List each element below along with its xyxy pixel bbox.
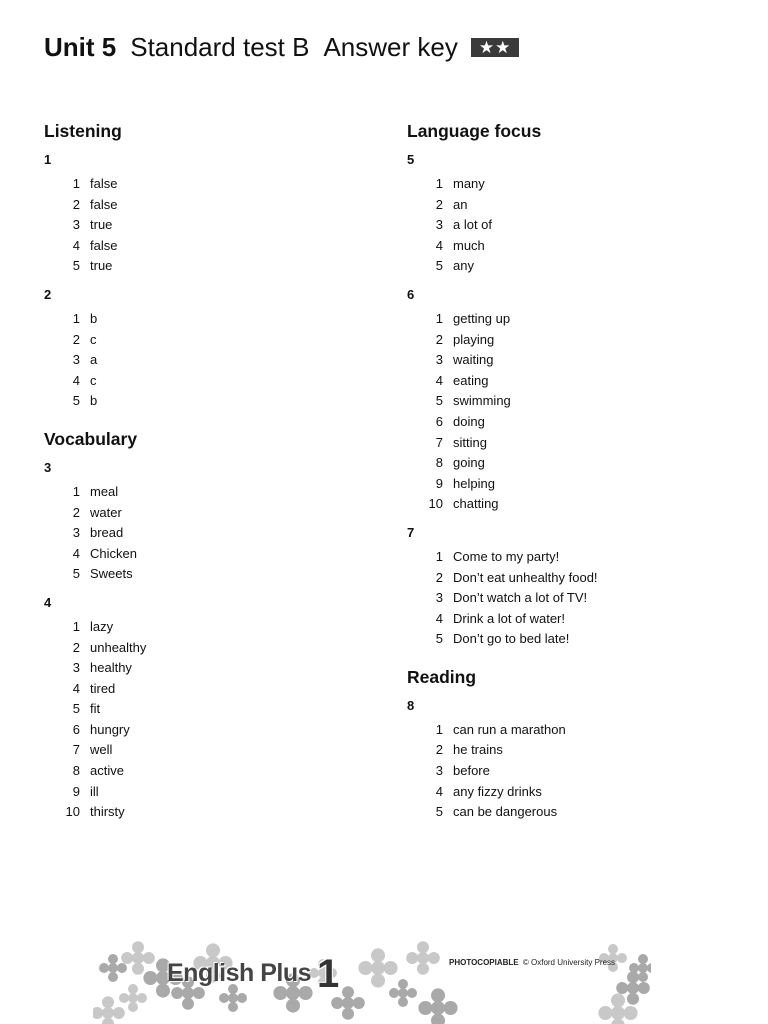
answer-item xyxy=(407,453,737,474)
answer-index: 5 xyxy=(72,258,80,274)
level-number: 1 xyxy=(317,952,339,996)
answer-text: sitting xyxy=(453,434,487,450)
answer-index: 7 xyxy=(72,742,80,758)
exercise-number: 1 xyxy=(44,152,52,167)
answer-index: 4 xyxy=(72,545,80,561)
answer-index: 3 xyxy=(72,352,80,368)
answer-index: 1 xyxy=(435,721,443,737)
answer-item xyxy=(44,564,374,585)
answer-text: waiting xyxy=(453,352,494,368)
section-heading: Listening xyxy=(44,121,122,141)
exercise-number: 6 xyxy=(407,286,415,302)
answer-text: false xyxy=(90,196,118,212)
answer-index: 5 xyxy=(435,393,443,409)
answer-item xyxy=(407,609,737,630)
answer-text: any fizzy drinks xyxy=(453,783,542,799)
answer-text: much xyxy=(453,237,485,253)
answer-index: 8 xyxy=(72,763,80,779)
answer-text: b xyxy=(90,393,98,409)
answer-text: true xyxy=(90,217,113,233)
answer-text: thirsty xyxy=(90,804,125,820)
answer-item xyxy=(407,568,737,589)
answer-text: Don’t eat unhealthy food! xyxy=(453,569,598,585)
answer-item xyxy=(44,256,374,277)
answer-index: 3 xyxy=(72,660,80,676)
unit-label: Unit 5 xyxy=(44,32,117,62)
answer-item xyxy=(407,215,737,236)
answer-index: 5 xyxy=(435,258,443,274)
answer-item xyxy=(407,588,737,609)
publisher-label: © Oxford University Press xyxy=(522,958,616,967)
answer-item xyxy=(44,391,374,412)
answer-index: 10 xyxy=(428,496,443,512)
answer-index: 8 xyxy=(435,455,443,471)
answer-index: 3 xyxy=(435,352,443,368)
answer-text: many xyxy=(453,176,485,191)
answer-index: 3 xyxy=(72,217,80,233)
answer-text: tired xyxy=(90,680,116,696)
answer-index: 5 xyxy=(72,566,80,582)
answer-text: c xyxy=(90,372,97,388)
answer-text: well xyxy=(90,742,113,758)
answer-index: 9 xyxy=(435,475,443,491)
answer-item xyxy=(407,236,737,257)
answer-text: can be dangerous xyxy=(453,804,558,820)
answer-list xyxy=(407,309,737,515)
answer-text: Come to my party! xyxy=(453,548,560,564)
answer-index: 4 xyxy=(72,372,80,388)
answer-index: 2 xyxy=(435,196,443,212)
answer-text: playing xyxy=(453,331,495,347)
answer-item xyxy=(407,720,737,741)
answer-text: Chicken xyxy=(90,545,137,561)
answer-index: 1 xyxy=(435,176,443,191)
difficulty-stars-badge: ★★ xyxy=(471,38,519,57)
answer-item xyxy=(44,761,374,782)
answer-item xyxy=(407,330,737,351)
answer-index: 5 xyxy=(435,804,443,820)
answer-text: false xyxy=(90,237,118,253)
answer-text: ill xyxy=(90,783,99,799)
copyright-notice xyxy=(449,958,615,967)
answer-item xyxy=(407,350,737,371)
answer-index: 4 xyxy=(435,237,443,253)
answer-list xyxy=(44,309,374,412)
answer-text: Drink a lot of water! xyxy=(453,610,565,626)
answer-text: a xyxy=(90,352,98,368)
answer-list xyxy=(407,174,737,277)
answer-item xyxy=(407,433,737,454)
answer-index: 2 xyxy=(72,639,80,655)
answer-item xyxy=(407,371,737,392)
answer-index: 4 xyxy=(435,783,443,799)
answer-list xyxy=(407,720,737,823)
answer-item xyxy=(44,174,374,195)
answer-item xyxy=(44,503,374,524)
answer-item xyxy=(44,658,374,679)
answer-index: 4 xyxy=(435,372,443,388)
answer-index: 2 xyxy=(72,196,80,212)
answer-item xyxy=(407,309,737,330)
answer-list xyxy=(44,174,374,277)
answer-text: c xyxy=(90,331,97,347)
answer-text: lazy xyxy=(90,618,114,634)
answer-index: 7 xyxy=(435,434,443,450)
answer-index: 6 xyxy=(435,413,443,429)
answer-item xyxy=(407,547,737,568)
exercise-number: 7 xyxy=(407,524,415,540)
answer-index: 4 xyxy=(72,680,80,696)
answer-text: eating xyxy=(453,372,489,388)
answer-index: 2 xyxy=(435,569,443,585)
answer-key-label: Answer key xyxy=(323,32,458,62)
answer-index: 1 xyxy=(72,176,80,191)
answer-item xyxy=(44,740,374,761)
answer-item xyxy=(44,523,374,544)
answer-text: unhealthy xyxy=(90,639,147,655)
answer-list xyxy=(44,482,374,585)
answer-index: 1 xyxy=(435,310,443,326)
answer-text: getting up xyxy=(453,310,511,326)
answer-index: 3 xyxy=(435,217,443,233)
answer-item xyxy=(407,174,737,195)
answer-item xyxy=(44,195,374,216)
section-language-focus xyxy=(407,120,737,650)
answer-text: bread xyxy=(90,525,124,541)
answer-item xyxy=(407,802,737,823)
answer-item xyxy=(44,482,374,503)
answer-index: 3 xyxy=(435,763,443,779)
answer-item xyxy=(44,699,374,720)
answer-list xyxy=(44,617,374,823)
answer-item xyxy=(407,782,737,803)
answer-item xyxy=(44,802,374,823)
answer-index: 5 xyxy=(435,631,443,647)
answer-index: 6 xyxy=(72,721,80,737)
photocopiable-label: PHOTOCOPIABLE xyxy=(449,958,519,967)
answer-index: 2 xyxy=(435,742,443,758)
answer-index: 10 xyxy=(65,804,80,820)
exercise-number: 3 xyxy=(44,459,52,475)
answer-text: an xyxy=(453,196,468,212)
answer-item xyxy=(407,412,737,433)
answer-item xyxy=(407,740,737,761)
answer-text: fit xyxy=(90,701,101,717)
answer-list xyxy=(407,547,737,650)
answer-text: helping xyxy=(453,475,495,491)
answer-index: 5 xyxy=(72,701,80,717)
answer-item xyxy=(44,215,374,236)
answer-item xyxy=(44,309,374,330)
section-heading: Vocabulary xyxy=(44,428,138,449)
answer-index: 2 xyxy=(72,331,80,347)
answer-index: 1 xyxy=(72,483,80,499)
section-heading: Language focus xyxy=(407,121,542,141)
answer-text: healthy xyxy=(90,660,132,676)
answer-item xyxy=(407,761,737,782)
answer-index: 2 xyxy=(72,504,80,520)
answer-text: a lot of xyxy=(453,217,493,233)
answer-index: 1 xyxy=(435,548,443,564)
answer-item xyxy=(44,617,374,638)
answer-item xyxy=(44,544,374,565)
answer-text: before xyxy=(453,763,490,779)
answer-index: 1 xyxy=(72,618,80,634)
exercise-number: 2 xyxy=(44,286,52,302)
answer-item xyxy=(44,720,374,741)
answer-text: true xyxy=(90,258,113,274)
answer-text: false xyxy=(90,176,118,191)
left-column xyxy=(44,120,374,839)
section-listening xyxy=(44,120,374,412)
answer-item xyxy=(407,629,737,650)
answer-item xyxy=(44,236,374,257)
answer-text: meal xyxy=(90,483,119,499)
answer-text: can run a marathon xyxy=(453,721,566,737)
answer-index: 2 xyxy=(435,331,443,347)
answer-item xyxy=(44,782,374,803)
answer-text: doing xyxy=(453,413,485,429)
test-title: Standard test B xyxy=(130,32,310,62)
answer-text: he trains xyxy=(453,742,503,758)
answer-item xyxy=(407,256,737,277)
footer-banner xyxy=(93,938,651,1024)
exercise-number: 5 xyxy=(407,152,415,167)
answer-item xyxy=(407,474,737,495)
answer-text: going xyxy=(453,455,485,471)
answer-text: b xyxy=(90,310,98,326)
answer-text: chatting xyxy=(453,496,499,512)
brand-logo: English Plus 1 xyxy=(167,952,339,996)
answer-index: 1 xyxy=(72,310,80,326)
answer-text: water xyxy=(90,504,122,520)
answer-text: swimming xyxy=(453,393,511,409)
answer-item xyxy=(44,330,374,351)
answer-item xyxy=(44,371,374,392)
section-heading: Reading xyxy=(407,666,477,687)
answer-text: Don’t go to bed late! xyxy=(453,631,570,647)
section-vocabulary xyxy=(44,428,374,823)
right-column xyxy=(407,120,737,839)
answer-item xyxy=(407,195,737,216)
answer-text: any xyxy=(453,258,474,274)
answer-text: active xyxy=(90,763,124,779)
answer-text: Don’t watch a lot of TV! xyxy=(453,590,588,606)
answer-item xyxy=(407,494,737,515)
answer-item xyxy=(44,638,374,659)
exercise-number: 8 xyxy=(407,697,415,713)
answer-index: 3 xyxy=(435,590,443,606)
answer-text: Sweets xyxy=(90,566,133,582)
answer-index: 9 xyxy=(72,783,80,799)
exercise-number: 4 xyxy=(44,594,52,610)
answer-index: 4 xyxy=(72,237,80,253)
answer-item xyxy=(407,391,737,412)
answer-text: hungry xyxy=(90,721,130,737)
page-title xyxy=(44,32,519,63)
answer-index: 3 xyxy=(72,525,80,541)
answer-item xyxy=(44,350,374,371)
section-reading xyxy=(407,666,737,823)
answer-index: 5 xyxy=(72,393,80,409)
answer-index: 4 xyxy=(435,610,443,626)
answer-item xyxy=(44,679,374,700)
